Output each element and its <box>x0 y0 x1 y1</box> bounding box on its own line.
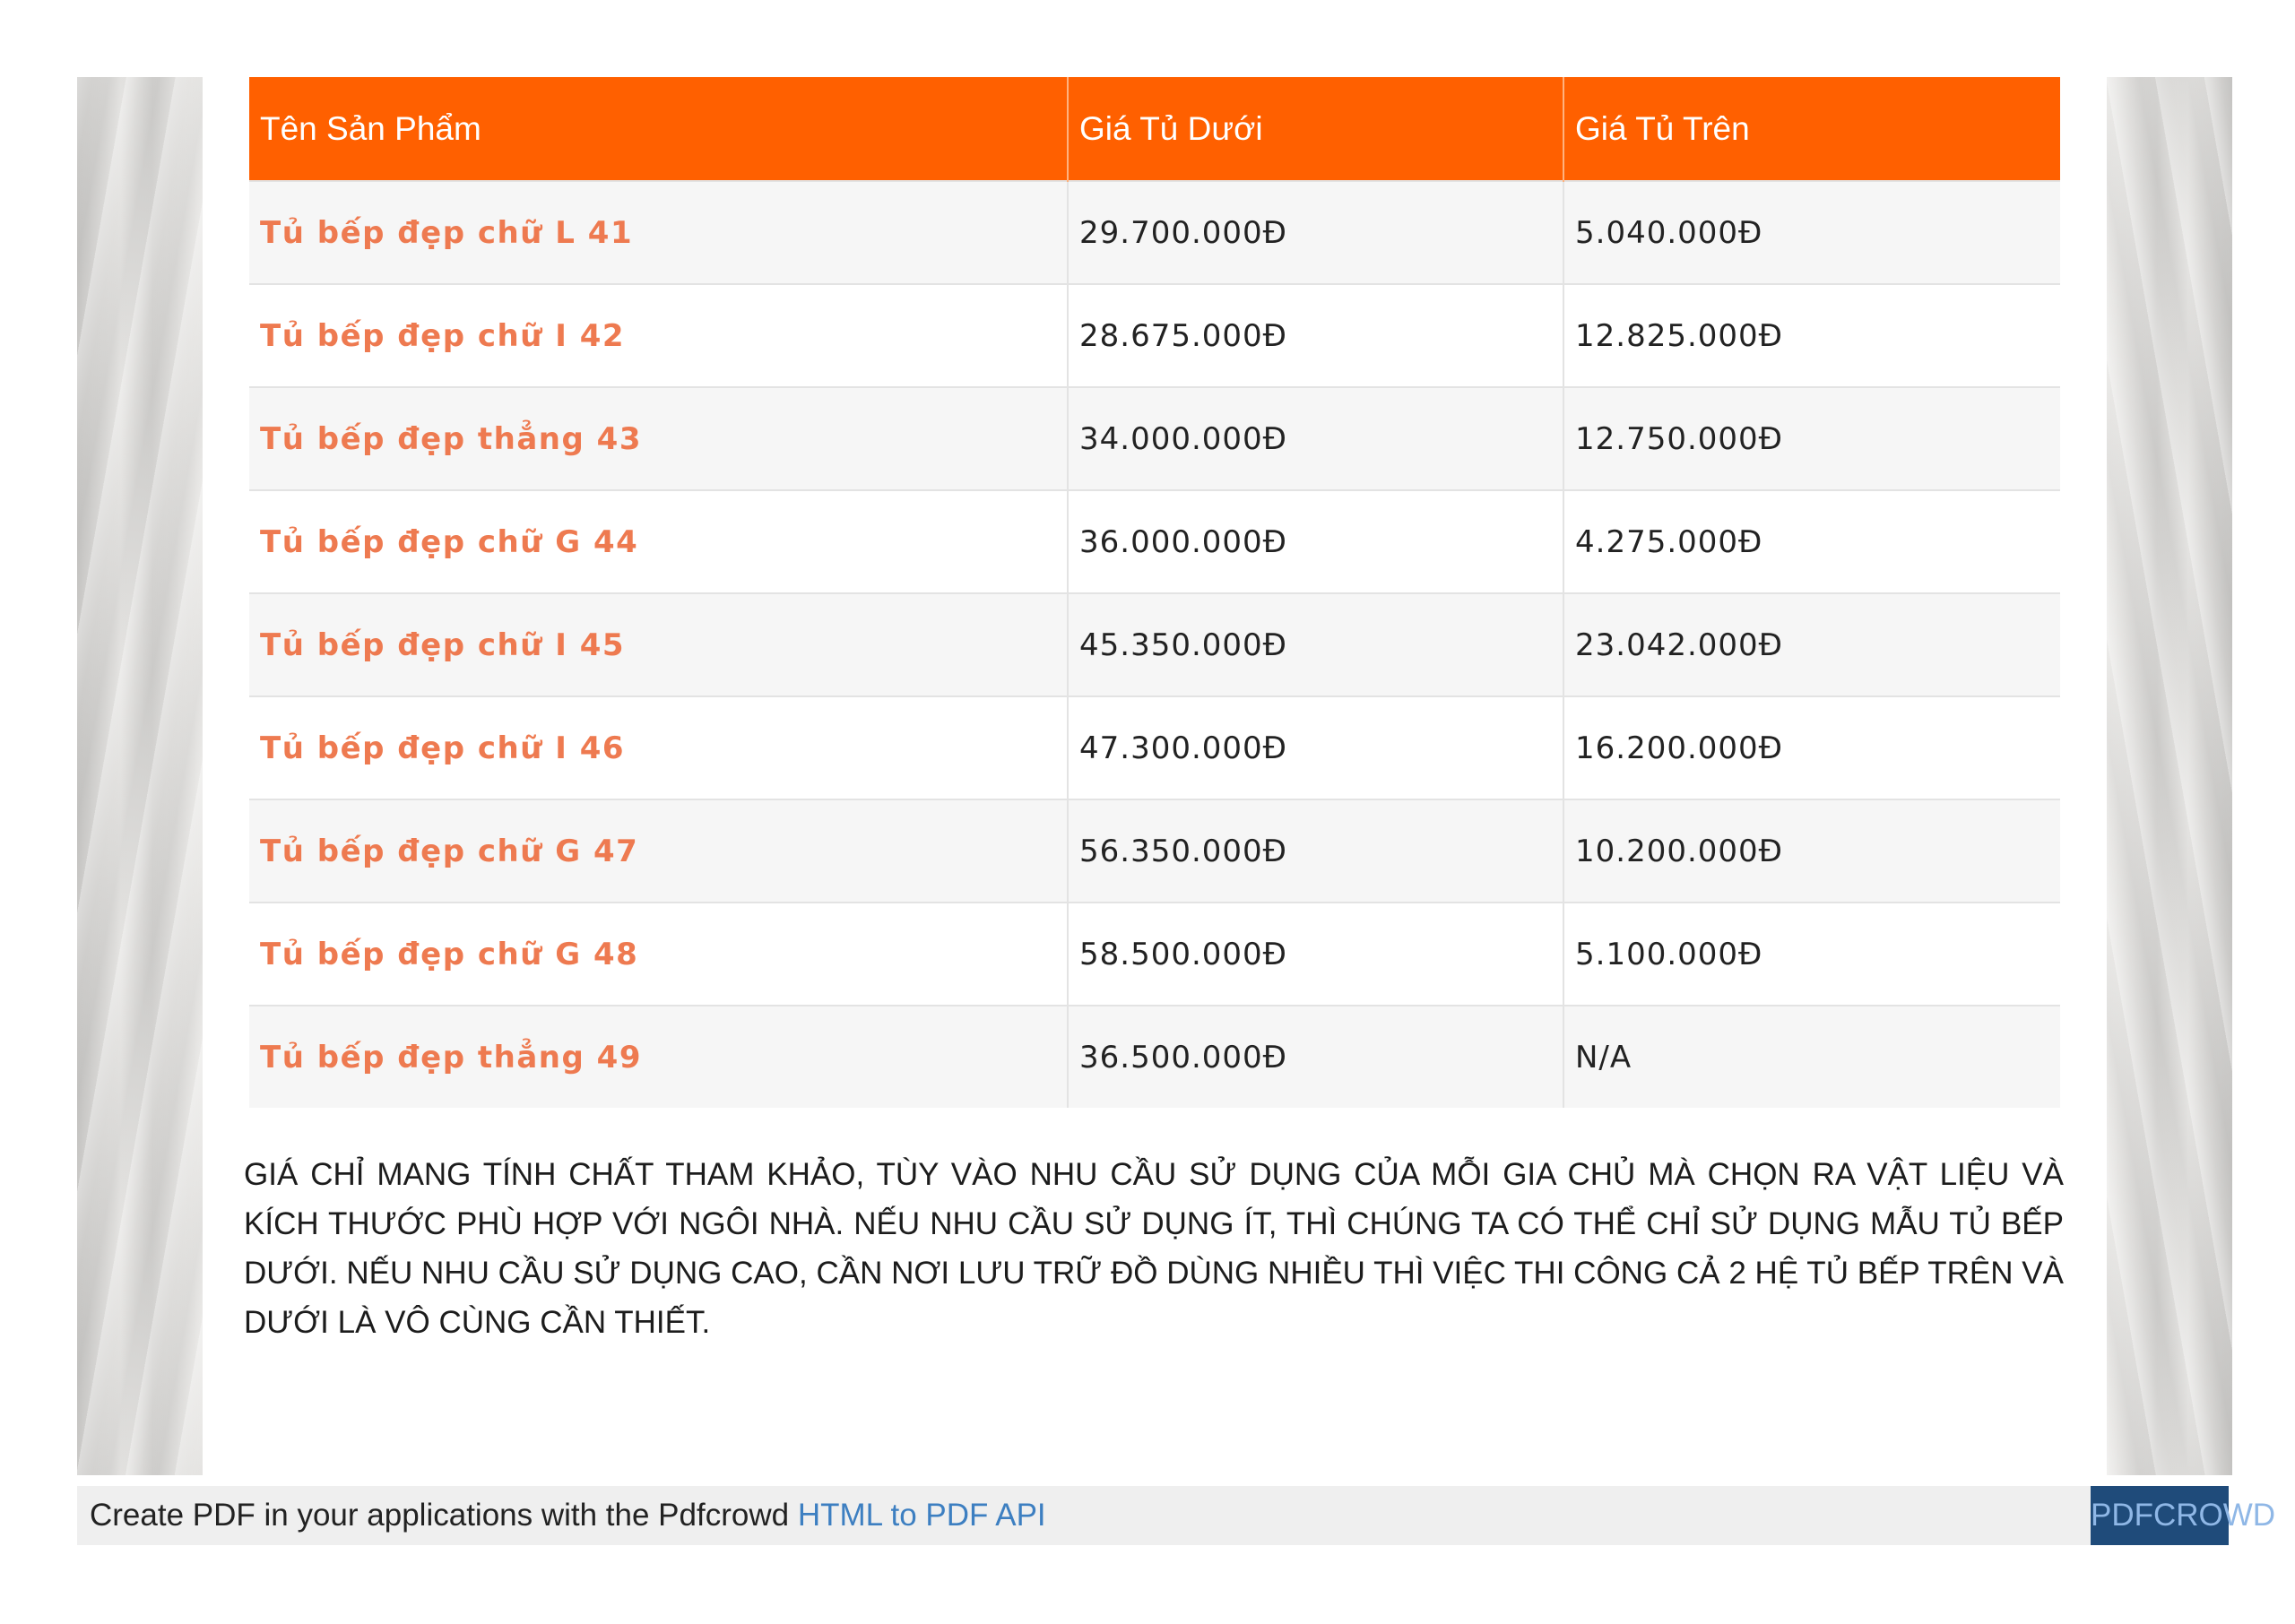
product-name-link[interactable]: Tủ bếp đẹp chữ I 46 <box>249 696 1068 799</box>
price-table <box>249 77 2060 1108</box>
price-note-paragraph: GIÁ CHỈ MANG TÍNH CHẤT THAM KHẢO, TÙY VÀO NHU CẦU SỬ DỤNG CỦA MỖI GIA CHỦ MÀ CHỌN RA VẬT LIỆU VÀ KÍCH THƯỚC PHÙ HỢP VỚI NGÔI NHÀ. NẾU NHU CẦU SỬ DỤNG ÍT, THÌ CHÚNG TA CÓ THỂ CHỈ SỬ DỤNG MẪU TỦ BẾP DƯỚI. NẾU NHU CẦU SỬ DỤNG CAO, CẦN NƠI LƯU TRỮ ĐỒ DÙNG NHIỀU THÌ VIỆC THI CÔNG CẢ 2 HỆ TỦ BẾP TRÊN VÀ DƯỚI LÀ VÔ CÙNG CẦN THIẾT. <box>244 1157 2064 1340</box>
header-lower-price: Giá Tủ Dưới <box>1068 77 1563 181</box>
lower-price-cell: 47.300.000Đ <box>1068 696 1563 799</box>
upper-price-cell: 4.275.000Đ <box>1563 490 2060 593</box>
table-row <box>249 799 2060 903</box>
table-row <box>249 284 2060 387</box>
upper-price-cell: 23.042.000Đ <box>1563 593 2060 696</box>
product-name-link[interactable]: Tủ bếp đẹp chữ I 42 <box>249 284 1068 387</box>
lower-price-cell: 28.675.000Đ <box>1068 284 1563 387</box>
lower-price-cell: 56.350.000Đ <box>1068 799 1563 903</box>
lower-price-cell: 36.500.000Đ <box>1068 1006 1563 1108</box>
table-row <box>249 387 2060 490</box>
upper-price-cell: 10.200.000Đ <box>1563 799 2060 903</box>
table-header-row <box>249 77 2060 181</box>
html-to-pdf-api-link[interactable]: HTML to PDF API <box>797 1498 1046 1533</box>
product-name-link[interactable]: Tủ bếp đẹp chữ G 47 <box>249 799 1068 903</box>
header-product-name: Tên Sản Phẩm <box>249 77 1068 181</box>
upper-price-cell: 12.750.000Đ <box>1563 387 2060 490</box>
header-upper-price: Giá Tủ Trên <box>1563 77 2060 181</box>
footer-text <box>90 1486 1046 1545</box>
lower-price-cell: 29.700.000Đ <box>1068 181 1563 284</box>
pdfcrowd-badge[interactable]: PDFCROWD <box>2091 1486 2229 1545</box>
table-row <box>249 1006 2060 1108</box>
product-name-link[interactable]: Tủ bếp đẹp thẳng 43 <box>249 387 1068 490</box>
table-row <box>249 696 2060 799</box>
lower-price-cell: 34.000.000Đ <box>1068 387 1563 490</box>
product-name-link[interactable]: Tủ bếp đẹp chữ I 45 <box>249 593 1068 696</box>
footer-caption: Create PDF in your applications with the Pdfcrowd <box>90 1498 798 1533</box>
product-name-link[interactable]: Tủ bếp đẹp thẳng 49 <box>249 1006 1068 1108</box>
table-row <box>249 181 2060 284</box>
table-row <box>249 593 2060 696</box>
product-name-link[interactable]: Tủ bếp đẹp chữ G 48 <box>249 903 1068 1006</box>
upper-price-cell: 12.825.000Đ <box>1563 284 2060 387</box>
decorative-side-panel-right <box>2107 77 2232 1475</box>
table-row <box>249 903 2060 1006</box>
table-row <box>249 490 2060 593</box>
upper-price-cell: 16.200.000Đ <box>1563 696 2060 799</box>
upper-price-cell: N/A <box>1563 1006 2060 1108</box>
lower-price-cell: 45.350.000Đ <box>1068 593 1563 696</box>
pdfcrowd-footer-bar <box>77 1486 2276 1545</box>
upper-price-cell: 5.040.000Đ <box>1563 181 2060 284</box>
upper-price-cell: 5.100.000Đ <box>1563 903 2060 1006</box>
decorative-side-panel-left <box>77 77 203 1475</box>
product-name-link[interactable]: Tủ bếp đẹp chữ L 41 <box>249 181 1068 284</box>
product-name-link[interactable]: Tủ bếp đẹp chữ G 44 <box>249 490 1068 593</box>
lower-price-cell: 36.000.000Đ <box>1068 490 1563 593</box>
lower-price-cell: 58.500.000Đ <box>1068 903 1563 1006</box>
